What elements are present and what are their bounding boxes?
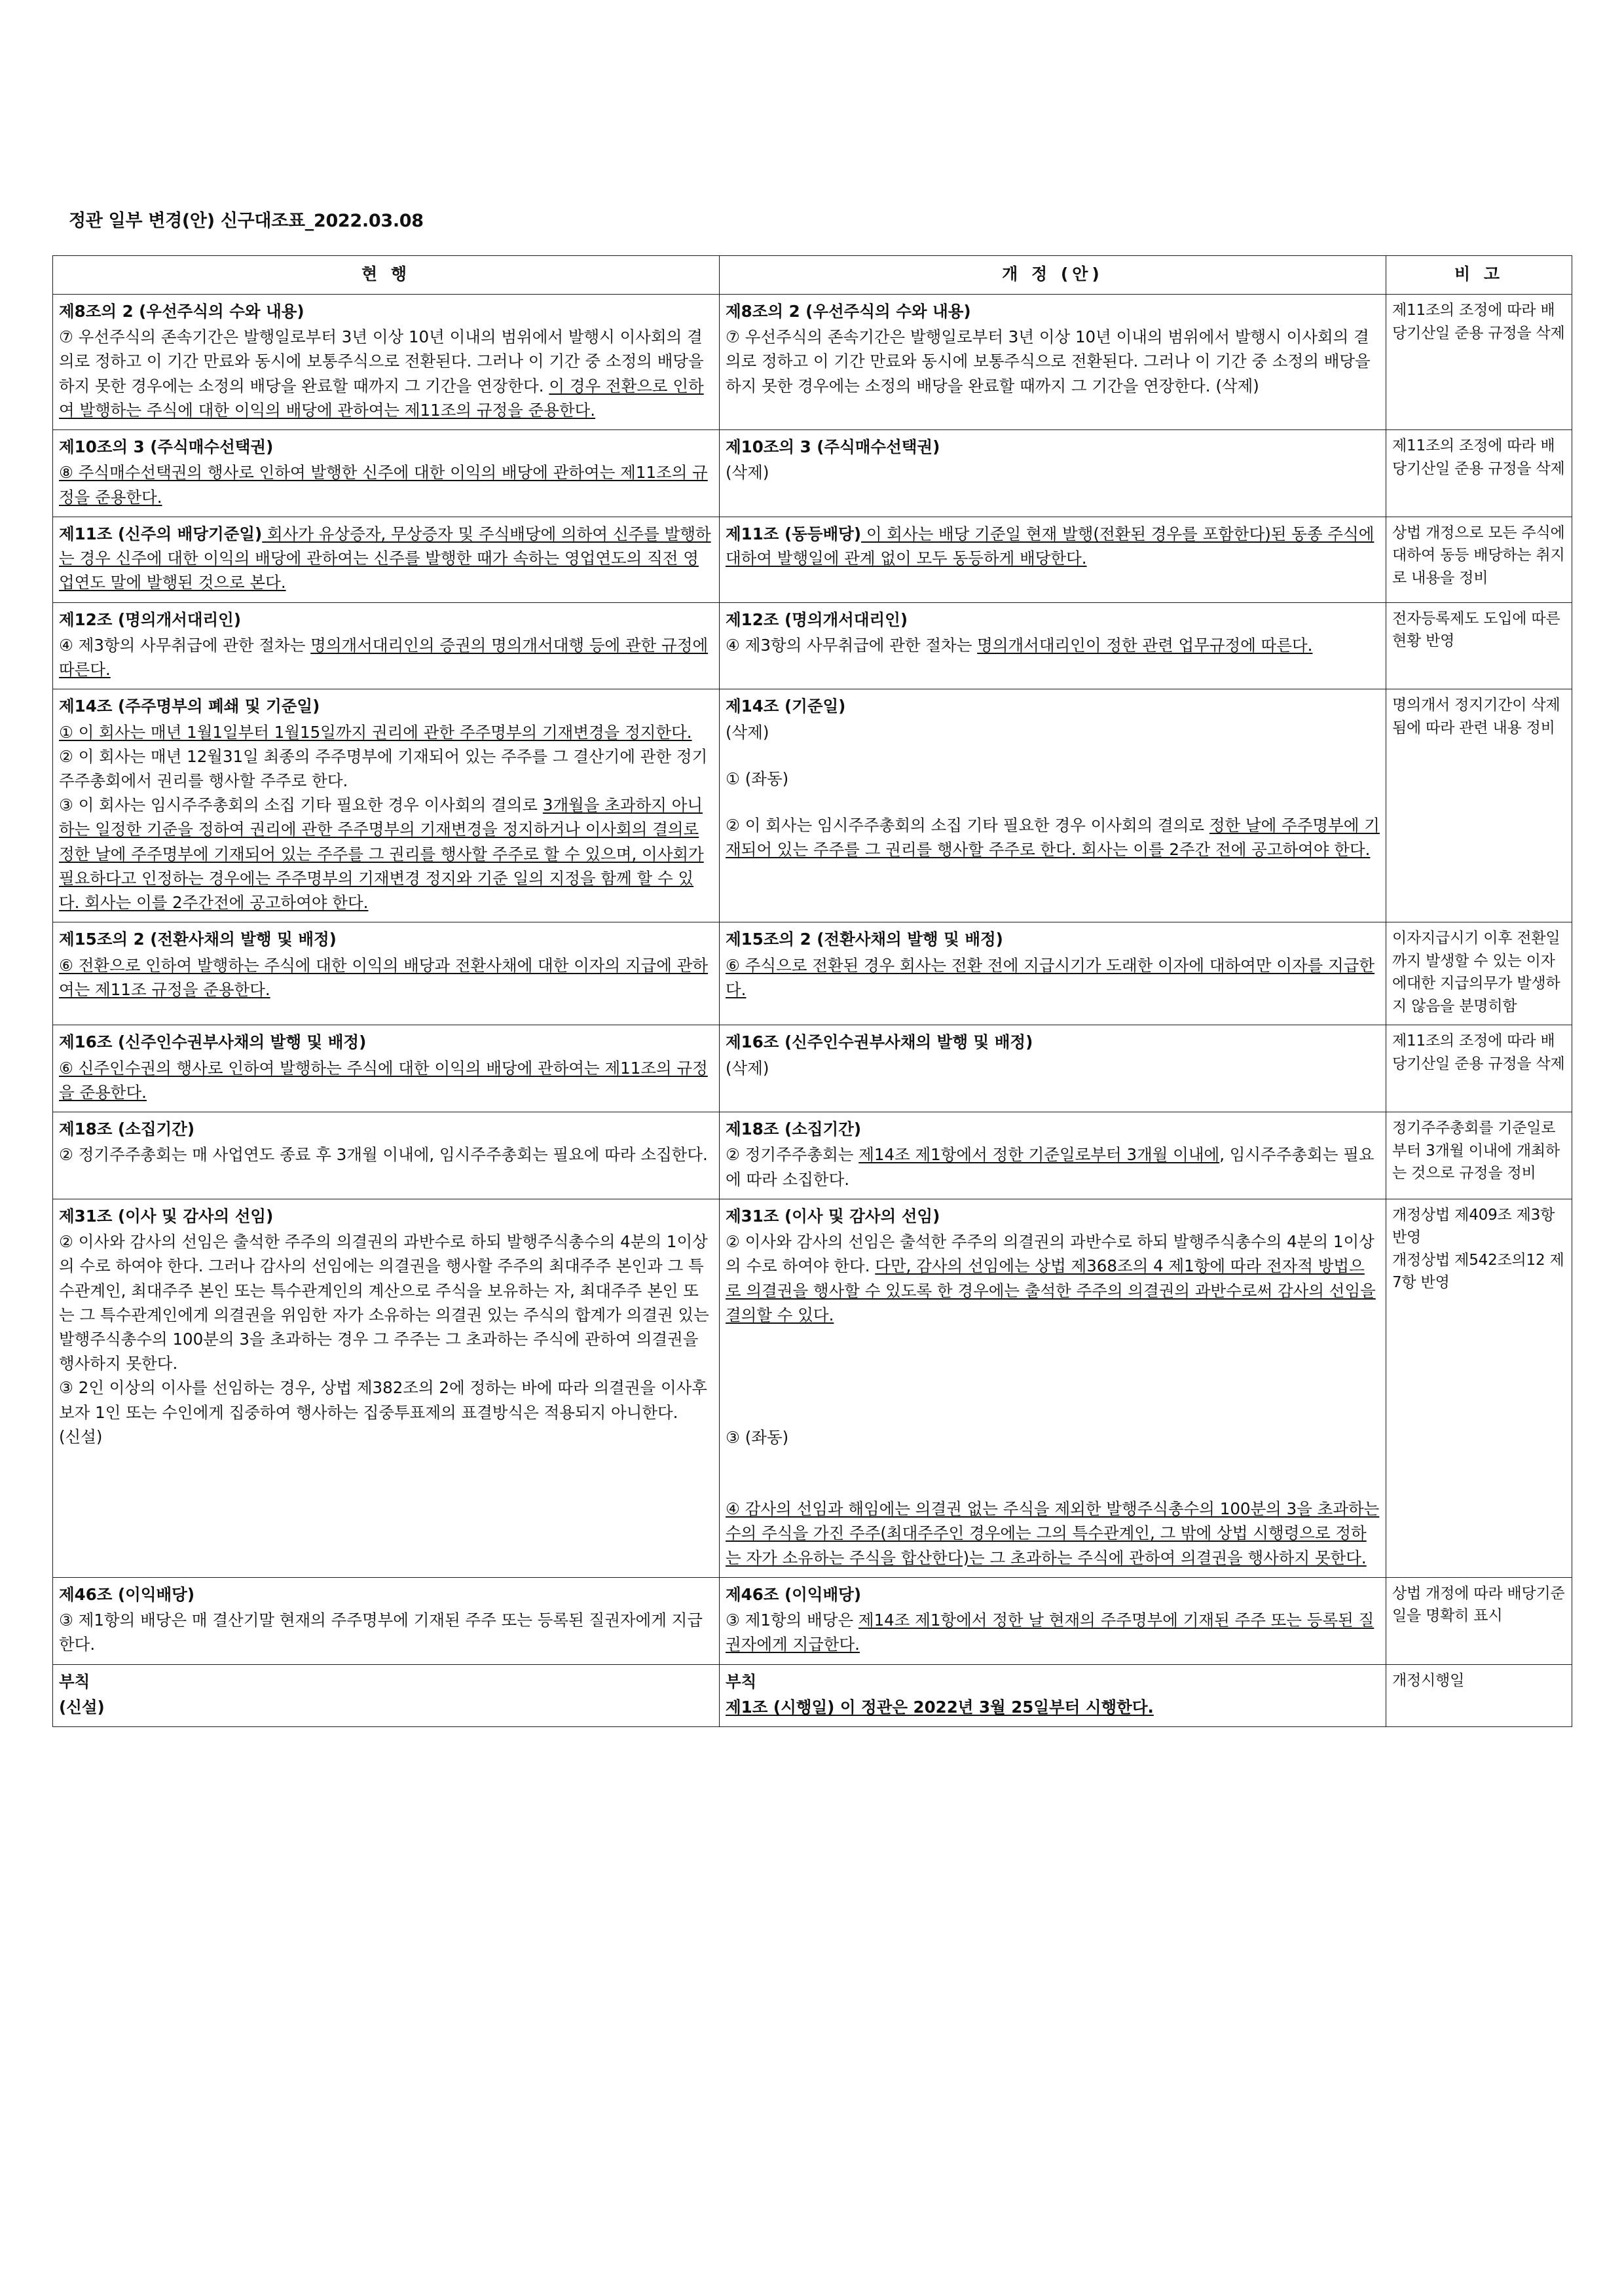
paragraph-text: 제14조 제1항에서 정한 날 현재의 주주명부에 기재된 주주 또는 등록된 질권자에게 지급한다.: [726, 1611, 1375, 1654]
cell-revised-provision: [720, 602, 1386, 689]
paragraph-text: ② 정기주주총회는 매 사업연도 종료 후 3개월 이내에, 임시주주총회는 필요에 따라 소집한다.: [59, 1145, 708, 1165]
paragraph: [726, 633, 1380, 657]
article-heading: 부칙: [726, 1671, 757, 1691]
vertical-spacer: [726, 791, 1380, 813]
note-line: 전자등록제도 도입에 따른 현황 반영: [1392, 610, 1560, 650]
article-heading: 제12조 (명의개서대리인): [59, 610, 242, 629]
paragraph: [726, 325, 1380, 398]
cell-note: [1386, 517, 1572, 602]
paragraph-text: ③ 이 회사는 임시주주총회의 소집 기타 필요한 경우 이사회의 결의로: [59, 795, 543, 815]
article-heading: 제12조 (명의개서대리인): [726, 610, 908, 629]
article-line: [726, 522, 1380, 570]
article-heading: 제14조 (주주명부의 폐쇄 및 기준일): [59, 697, 320, 716]
note-line: 제11조의 조정에 따라 배당기산일 준용 규정을 삭제: [1392, 437, 1565, 477]
paragraph: [59, 953, 713, 1002]
paragraph-text: ④ 감사의 선임과 해임에는 의결권 없는 주식을 제외한 발행주식총수의 100분의 3을 초과하는 수의 주식을 가진 주주(최대주주인 경우에는 그의 특수관계인, 그 밖에 상법 시행령으로 정하는 자가 소유하는 주식을 합산한다)는 그 초과하는 주식에 관하여 의결권을 행사하지 못한다.: [726, 1499, 1380, 1567]
cell-current-provision: [53, 1577, 720, 1664]
cell-current-provision: [53, 922, 720, 1025]
paragraph-text: ② 이사와 감사의 선임은 출석한 주주의 의결권의 과반수로 하되 발행주식총수의 4분의 1이상의 수로 하여야 한다. 그러나 감사의 선임에는 의결권을 행사할 주주의 최대주주 본인과 그 특수관계인, 최대주주 본인 또는 특수관계인의 계산으로 주식을 보유하는 자, 최대주주 본인 또는 그 특수관계인에게 의결권을 위임한 자가 소유하는 의결권 있는 주식의 합계가 의결권 있는 발행주식총수의 100분의 3을 초과하는 경우 그 주주는 그 초과하는 주식에 관하여 의결권을 행사하지 못한다.: [59, 1232, 709, 1374]
paragraph-text: 다만, 감사의 선임에는 상법 제368조의 4 제1항에 따라 전자적 방법으로 의결권을 행사할 수 있도록 한 경우에는 출석한 주주의 의결권의 과반수로써 감사의 선임을 결의할 수 있다.: [726, 1256, 1376, 1324]
cell-note: [1386, 1664, 1572, 1726]
cell-note: [1386, 295, 1572, 430]
note-line: 이자지급시기 이후 전환일까지 발생할 수 있는 이자에대한 지급의무가 발생하지 않음을 분명히함: [1392, 930, 1560, 1015]
paragraph: [59, 1142, 713, 1167]
article-heading: 제18조 (소집기간): [59, 1120, 195, 1139]
cell-current-provision: [53, 430, 720, 517]
cell-current-provision: [53, 1025, 720, 1112]
paragraph: [59, 633, 713, 682]
vertical-spacer: [726, 744, 1380, 767]
paragraph-text: 정한 날에 주주명부에 기재되어 있는 주주를 그 권리를 행사할 주주로 한다. 회사는 이를 2주간 전에 공고하여야 한다.: [726, 815, 1380, 860]
article-body-inline: 회사가 유상증자, 무상증자 및 주식배당에 의하여 신주를 발행하는 경우 신주에 대한 이익의 배당에 관하여는 신주를 발행한 때가 속하는 영업연도의 직전 영업연도 말에 발행된 것으로 본다.: [59, 524, 711, 592]
note-line: 명의개서 정지기간이 삭제됨에 따라 관련 내용 정비: [1392, 697, 1560, 737]
cell-note: [1386, 1577, 1572, 1664]
article-heading: 제15조의 2 (전환사채의 발행 및 배정): [726, 930, 1003, 949]
cell-revised-provision: [720, 1199, 1386, 1577]
paragraph-text: (신설): [59, 1427, 103, 1446]
paragraph-text: ⑦ 우선주식의 존속기간은 발행일로부터 3년 이상 10년 이내의 범위에서 발행시 이사회의 결의로 정하고 이 기간 만료와 동시에 보통주식으로 전환된다. 그러나 이 기간 중 소정의 배당을 하지 못한 경우에는 소정의 배당을 완료할 때까지 그 기간을 연장한다.: [59, 327, 704, 395]
article-heading: 제10조의 3 (주식매수선택권): [59, 437, 274, 457]
article-body-inline: 이 회사는 배당 기준일 현재 발행(전환된 경우를 포함한다)된 동종 주식에 대하여 발행일에 관계 없이 모두 동등하게 배당한다.: [726, 524, 1375, 568]
article-heading: 제18조 (소집기간): [726, 1120, 862, 1139]
column-header-current: 현 행: [53, 256, 720, 295]
paragraph: [59, 793, 713, 915]
article-heading: 제46조 (이익배당): [726, 1584, 862, 1604]
paragraph-text: 이 경우 전환으로 인하여 발행하는 주식에 대한 이익의 배당에 관하여는 제11조의 규정을 준용한다.: [59, 376, 704, 420]
cell-revised-provision: [720, 1664, 1386, 1726]
paragraph-text: ② 이 회사는 임시주주총회의 소집 기타 필요한 경우 이사회의 결의로: [726, 815, 1209, 835]
cell-revised-provision: [720, 1577, 1386, 1664]
column-header-note: 비 고: [1386, 256, 1572, 295]
table-row: [53, 602, 1572, 689]
note-line: 개정상법 제409조 제3항 반영: [1392, 1206, 1555, 1247]
cell-revised-provision: [720, 1025, 1386, 1112]
paragraph: [726, 1056, 1380, 1080]
paragraph-text: ② 이 회사는 매년 12월31일 최종의 주주명부에 기재되어 있는 주주를 그 결산기에 관한 정기주주총회에서 권리를 행사할 주주로 한다.: [59, 746, 708, 790]
paragraph-text: 3개월을 초과하지 아니하는 일정한 기준을 정하여 권리에 관한 주주명부의 기재변경을 정지하거나 이사회의 결의로 정한 날에 주주명부에 기재되어 있는 주주를 그 권리를 행사할 주주로 할 수 있으며, 이사회가 필요하다고 인정하는 경우에는 주주명부의 기재변경 정지와 기준 일의 지정을 함께 할 수 있다. 회사는 이를 2주간전에 공고하여야 한다.: [59, 795, 704, 913]
paragraph-text: 명의개서대리인의 증권의 명의개서대행 등에 관한 규정에 따른다.: [59, 635, 709, 680]
table-row: [53, 1025, 1572, 1112]
paragraph-text: ③ 제1항의 배당은: [726, 1611, 858, 1630]
article-heading: 제8조의 2 (우선주식의 수와 내용): [726, 302, 971, 321]
table-row: [53, 1664, 1572, 1726]
paragraph: [726, 460, 1380, 484]
cell-current-provision: [53, 1664, 720, 1726]
article-heading: 제14조 (기준일): [726, 697, 846, 716]
paragraph-text: (신설): [59, 1697, 105, 1717]
article-heading: 제8조의 2 (우선주식의 수와 내용): [59, 302, 304, 321]
paragraph-text: ① 이 회사는 매년 1월1일부터 1월15일까지 권리에 관한 주주명부의 기재변경을 정지한다.: [59, 722, 692, 742]
article-heading: 부칙: [59, 1671, 90, 1691]
paragraph: [726, 767, 1380, 791]
paragraph-text: ③ 2인 이상의 이사를 선임하는 경우, 상법 제382조의 2에 정하는 바에 따라 의결권을 이사후보자 1인 또는 수인에게 집중하여 행사하는 집중투표제의 표결방식은 적용되지 아니한다.: [59, 1378, 707, 1422]
table-row: [53, 1577, 1572, 1664]
column-header-revised: 개 정 (안): [720, 256, 1386, 295]
paragraph-text: 명의개서대리인이 정한 관련 업무규정에 따른다.: [977, 635, 1313, 655]
cell-revised-provision: [720, 689, 1386, 922]
article-heading: 제15조의 2 (전환사채의 발행 및 배정): [59, 930, 337, 949]
paragraph: [726, 813, 1380, 862]
cell-current-provision: [53, 1112, 720, 1199]
cell-note: [1386, 430, 1572, 517]
cell-revised-provision: [720, 430, 1386, 517]
note-line: 개정상법 제542조의12 제7항 반영: [1392, 1251, 1564, 1292]
article-line: [59, 522, 713, 595]
paragraph-text: ⑥ 신주인수권의 행사로 인하여 발행하는 주식에 대한 이익의 배당에 관하여는 제11조의 규정을 준용한다.: [59, 1058, 708, 1102]
cell-note: [1386, 689, 1572, 922]
table-row: [53, 1112, 1572, 1199]
paragraph: [59, 1376, 713, 1424]
table-header-row: [53, 256, 1572, 295]
cell-current-provision: [53, 1199, 720, 1577]
article-heading: 제31조 (이사 및 감사의 선임): [726, 1206, 940, 1226]
paragraph-text: ③ 제1항의 배당은 매 결산기말 현재의 주주명부에 기재된 주주 또는 등록된 질권자에게 지급한다.: [59, 1611, 703, 1654]
paragraph-text: (삭제): [726, 722, 769, 742]
note-line: 제11조의 조정에 따라 배당기산일 준용 규정을 삭제: [1392, 1032, 1565, 1072]
paragraph-text: 제1조 (시행일) 이 정관은 2022년 3월 25일부터 시행한다.: [726, 1697, 1154, 1717]
cell-revised-provision: [720, 295, 1386, 430]
note-line: 제11조의 조정에 따라 배당기산일 준용 규정을 삭제: [1392, 302, 1565, 342]
paragraph: [59, 1695, 713, 1719]
paragraph-text: ⑥ 주식으로 전환된 경우 회사는 전환 전에 지급시기가 도래한 이자에 대하여만 이자를 지급한다.: [726, 955, 1375, 999]
article-heading: 제31조 (이사 및 감사의 선임): [59, 1206, 274, 1226]
paragraph-text: ② 정기주주총회는: [726, 1145, 859, 1165]
paragraph: [726, 1142, 1380, 1191]
paragraph: [726, 1425, 1380, 1449]
cell-revised-provision: [720, 1112, 1386, 1199]
paragraph: [726, 953, 1380, 1002]
paragraph: [59, 1425, 713, 1449]
paragraph: [726, 1695, 1380, 1719]
paragraph-text: ② 이사와 감사의 선임은 출석한 주주의 의결권의 과반수로 하되 발행주식총수의 4분의 1이상의 수로 하여야 한다.: [726, 1232, 1375, 1276]
cell-note: [1386, 1025, 1572, 1112]
cell-note: [1386, 602, 1572, 689]
paragraph: [59, 720, 713, 744]
note-line: 개정시행일: [1392, 1671, 1465, 1689]
cell-revised-provision: [720, 922, 1386, 1025]
paragraph: [59, 1056, 713, 1104]
paragraph-text: ④ 제3항의 사무취급에 관한 절차는: [726, 635, 978, 655]
table-row: [53, 1199, 1572, 1577]
cell-current-provision: [53, 517, 720, 602]
paragraph-text: ① (좌동): [726, 769, 789, 788]
table-row: [53, 517, 1572, 602]
paragraph-text: (삭제): [726, 1058, 769, 1078]
paragraph-text: 제14조 제1항에서 정한 기준일로부터 3개월 이내에: [858, 1145, 1220, 1165]
article-heading: 제10조의 3 (주식매수선택권): [726, 437, 940, 457]
cell-current-provision: [53, 689, 720, 922]
vertical-spacer: [726, 1327, 1380, 1425]
table-row: [53, 689, 1572, 922]
paragraph: [726, 1230, 1380, 1327]
article-heading: 제16조 (신주인수권부사채의 발행 및 배정): [59, 1032, 367, 1052]
paragraph-text: ③ (좌동): [726, 1427, 789, 1447]
article-heading: 제16조 (신주인수권부사채의 발행 및 배정): [726, 1032, 1033, 1052]
article-heading: 제11조 (동등배당): [726, 524, 862, 543]
article-heading: 제11조 (신주의 배당기준일): [59, 524, 263, 543]
paragraph-text: ④ 제3항의 사무취급에 관한 절차는: [59, 635, 311, 655]
cell-note: [1386, 1112, 1572, 1199]
paragraph: [726, 720, 1380, 744]
table-row: [53, 295, 1572, 430]
cell-note: [1386, 922, 1572, 1025]
paragraph: [59, 325, 713, 422]
table-body: [53, 295, 1572, 1727]
paragraph-text: ⑧ 주식매수선택권의 행사로 인하여 발행한 신주에 대한 이익의 배당에 관하여는 제11조의 규정을 준용한다.: [59, 463, 708, 507]
cell-current-provision: [53, 602, 720, 689]
note-line: 상법 개정에 따라 배당기준일을 명확히 표시: [1392, 1584, 1565, 1625]
paragraph: [59, 1608, 713, 1656]
vertical-spacer: [726, 1449, 1380, 1497]
paragraph-text: (삭제): [726, 463, 769, 483]
note-line: 정기주주총회를 기준일로부터 3개월 이내에 개최하는 것으로 규정을 정비: [1392, 1120, 1560, 1182]
paragraph-text: ⑥ 전환으로 인하여 발행하는 주식에 대한 이익의 배당과 전환사채에 대한 이자의 지급에 관하여는 제11조 규정을 준용한다.: [59, 955, 709, 999]
comparison-table: [52, 255, 1572, 1727]
paragraph-text: ⑦ 우선주식의 존속기간은 발행일로부터 3년 이상 10년 이내의 범위에서 발행시 이사회의 결의로 정하고 이 기간 만료와 동시에 보통주식으로 전환된다. 그러나 이 기간 중 소정의 배당을 하지 못한 경우에는 소정의 배당을 완료할 때까지 그 기간을 연장한다. (삭제): [726, 327, 1371, 395]
paragraph: [59, 1230, 713, 1376]
paragraph: [726, 1497, 1380, 1570]
cell-note: [1386, 1199, 1572, 1577]
cell-revised-provision: [720, 517, 1386, 602]
page-title: 정관 일부 변경(안) 신구대조표_2022.03.08: [69, 211, 424, 231]
paragraph: [726, 1608, 1380, 1656]
paragraph-text: , 임시주주총회는 필요에 따라 소집한다.: [726, 1145, 1375, 1189]
paragraph: [59, 744, 713, 793]
article-heading: 제46조 (이익배당): [59, 1584, 195, 1604]
table-row: [53, 922, 1572, 1025]
table-header: [53, 256, 1572, 295]
cell-current-provision: [53, 295, 720, 430]
table-row: [53, 430, 1572, 517]
note-line: 상법 개정으로 모든 주식에 대하여 동등 배당하는 취지로 내용을 정비: [1392, 524, 1565, 587]
paragraph: [59, 460, 713, 509]
